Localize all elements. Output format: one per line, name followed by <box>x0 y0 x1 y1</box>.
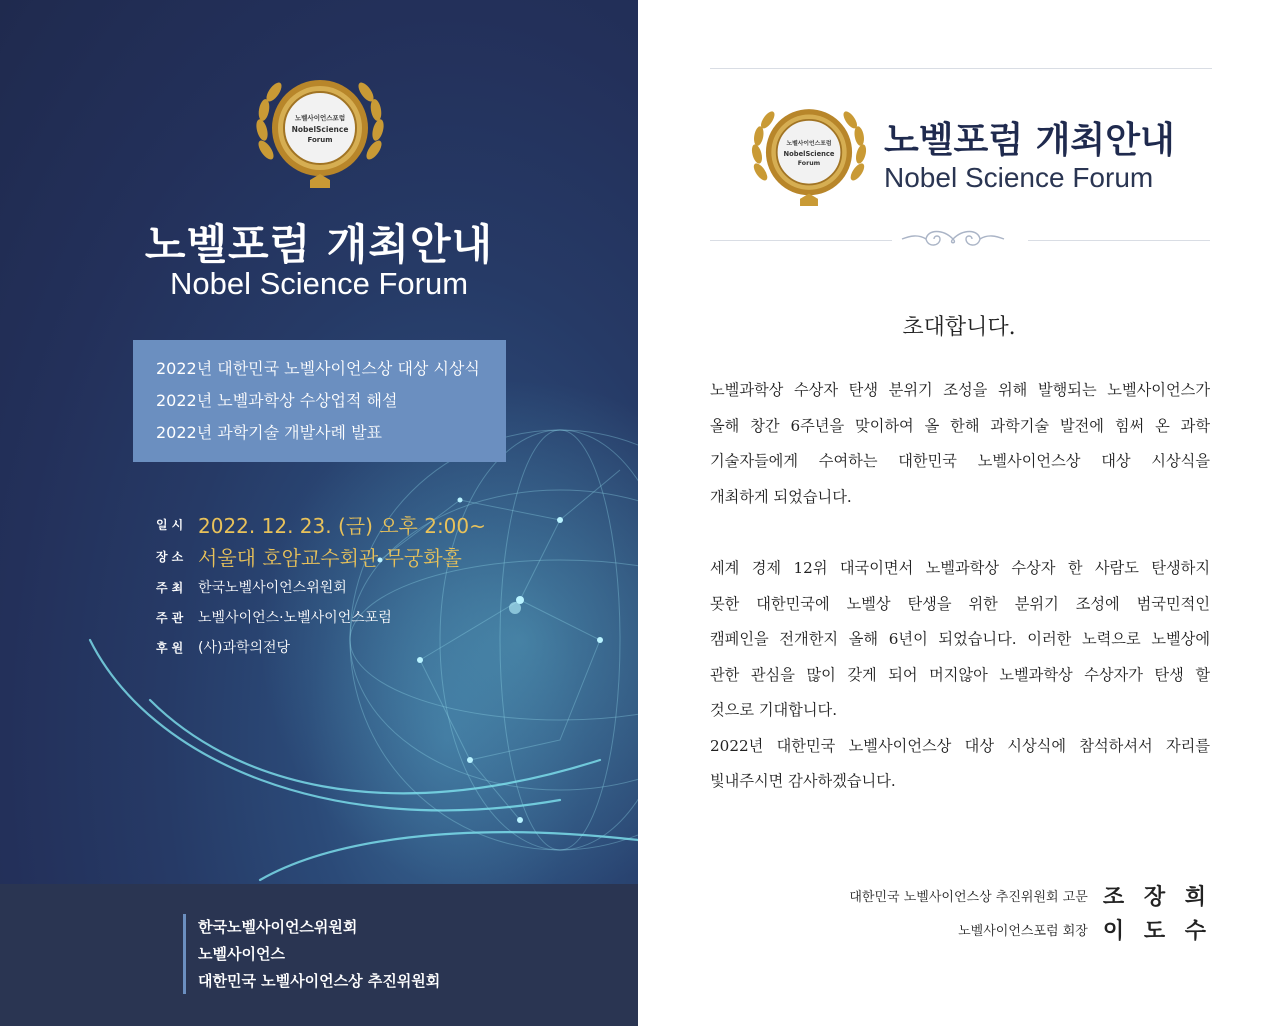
svg-text:노벨사이언스포럼: 노벨사이언스포럼 <box>294 114 346 122</box>
info-label: 장소 <box>156 549 188 564</box>
body-line: 것으로 기대합니다. <box>710 701 838 719</box>
info-value: (사)과학의전당 <box>198 640 291 656</box>
letter-title-korean: 노벨포럼 개최안내 <box>884 120 1175 161</box>
body-line: 세계 경제 12위 대국이면서 노벨과학상 수상자 한 사람도 탄생하지 <box>710 559 1210 577</box>
organizer-footer <box>0 884 638 1026</box>
organizer-name: 대한민국 노벨사이언스상 추진위원회 <box>198 972 441 990</box>
body-line: 못한 대한민국에 노벨상 탄생을 위한 분위기 조성에 범국민적인 <box>710 594 1210 613</box>
organizer-name: 노벨사이언스 <box>198 945 285 963</box>
top-divider <box>710 68 1212 69</box>
svg-text:NobelScience: NobelScience <box>783 149 835 158</box>
info-row-date <box>156 508 486 540</box>
svg-text:NobelScience: NobelScience <box>291 125 349 134</box>
signature-role: 대한민국 노벨사이언스상 추진위원회 고문 <box>849 890 1088 905</box>
info-label: 후원 <box>156 640 188 655</box>
info-row-venue <box>156 540 486 572</box>
cover-panel <box>0 0 638 1026</box>
letter-body <box>710 373 1210 800</box>
info-label: 주최 <box>156 580 188 595</box>
signature-name: 조 장 희 <box>1102 884 1212 910</box>
letter-title-english: Nobel Science Forum <box>884 162 1154 193</box>
program-item: 2022년 과학기술 개발사례 발표 <box>156 423 382 442</box>
svg-text:Forum: Forum <box>797 159 821 167</box>
greeting-heading: 초대합니다. <box>902 315 1016 340</box>
signature-role: 노벨사이언스포럼 회장 <box>958 924 1088 939</box>
info-value: 서울대 호암교수회관 무궁화홀 <box>198 545 462 570</box>
body-line: 2022년 대한민국 노벨사이언스상 대상 시상식에 참석하셔서 자리를 <box>710 736 1210 755</box>
signature-president <box>958 914 1212 945</box>
body-line: 빛내주시면 감사하겠습니다. <box>710 772 896 790</box>
program-item: 2022년 노벨과학상 수상업적 해설 <box>156 391 398 410</box>
organizer-list <box>198 914 440 995</box>
cover-title-english: Nobel Science Forum <box>169 266 469 301</box>
event-info <box>156 508 486 662</box>
info-row-host <box>156 572 486 602</box>
body-line: 기술자들에게 수여하는 대한민국 노벨사이언스상 대상 시상식을 <box>710 452 1210 470</box>
signature-advisor <box>849 880 1212 911</box>
forum-medal-logo <box>252 70 388 190</box>
body-line: 관한 관심을 많이 갖게 되어 머지않아 노벨과학상 수상자가 탄생 할 <box>710 665 1210 684</box>
body-line: 개최하게 되었습니다. <box>710 487 852 506</box>
body-line: 캠페인을 전개한지 올해 6년이 되었습니다. 이러한 노력으로 노벨상에 <box>710 630 1210 648</box>
program-item: 2022년 대한민국 노벨사이언스상 대상 시상식 <box>156 359 480 378</box>
info-value: 노벨사이언스·노벨사이언스포럼 <box>198 610 392 626</box>
info-row-sponsor <box>156 632 486 662</box>
info-value: 한국노벨사이언스위원회 <box>198 580 347 596</box>
cover-title-korean: 노벨포럼 개최안내 <box>144 220 494 269</box>
program-box <box>133 340 506 462</box>
ornament-divider-left <box>710 240 892 241</box>
info-label: 주관 <box>156 610 188 625</box>
info-value: 2022. 12. 23. (금) 오후 2:00~ <box>198 513 486 538</box>
organizer-name: 한국노벨사이언스위원회 <box>198 918 358 936</box>
signature-name: 이 도 수 <box>1102 918 1212 944</box>
footer-accent-bar <box>183 914 186 994</box>
info-row-organizer <box>156 602 486 632</box>
svg-text:노벨사이언스포럼: 노벨사이언스포럼 <box>786 141 832 148</box>
ornament-divider-right <box>1028 240 1210 241</box>
svg-text:Forum: Forum <box>307 136 333 144</box>
body-line: 올해 창간 6주년을 맞이하여 올 한해 과학기술 발전에 힘써 온 과학 <box>710 416 1210 435</box>
info-label: 일시 <box>156 517 188 532</box>
invitation-letter-panel <box>638 0 1280 1026</box>
forum-medal-logo <box>748 98 870 210</box>
body-line: 노벨과학상 수상자 탄생 분위기 조성을 위해 발행되는 노벨사이언스가 <box>710 381 1210 399</box>
flourish-ornament <box>898 226 1008 252</box>
